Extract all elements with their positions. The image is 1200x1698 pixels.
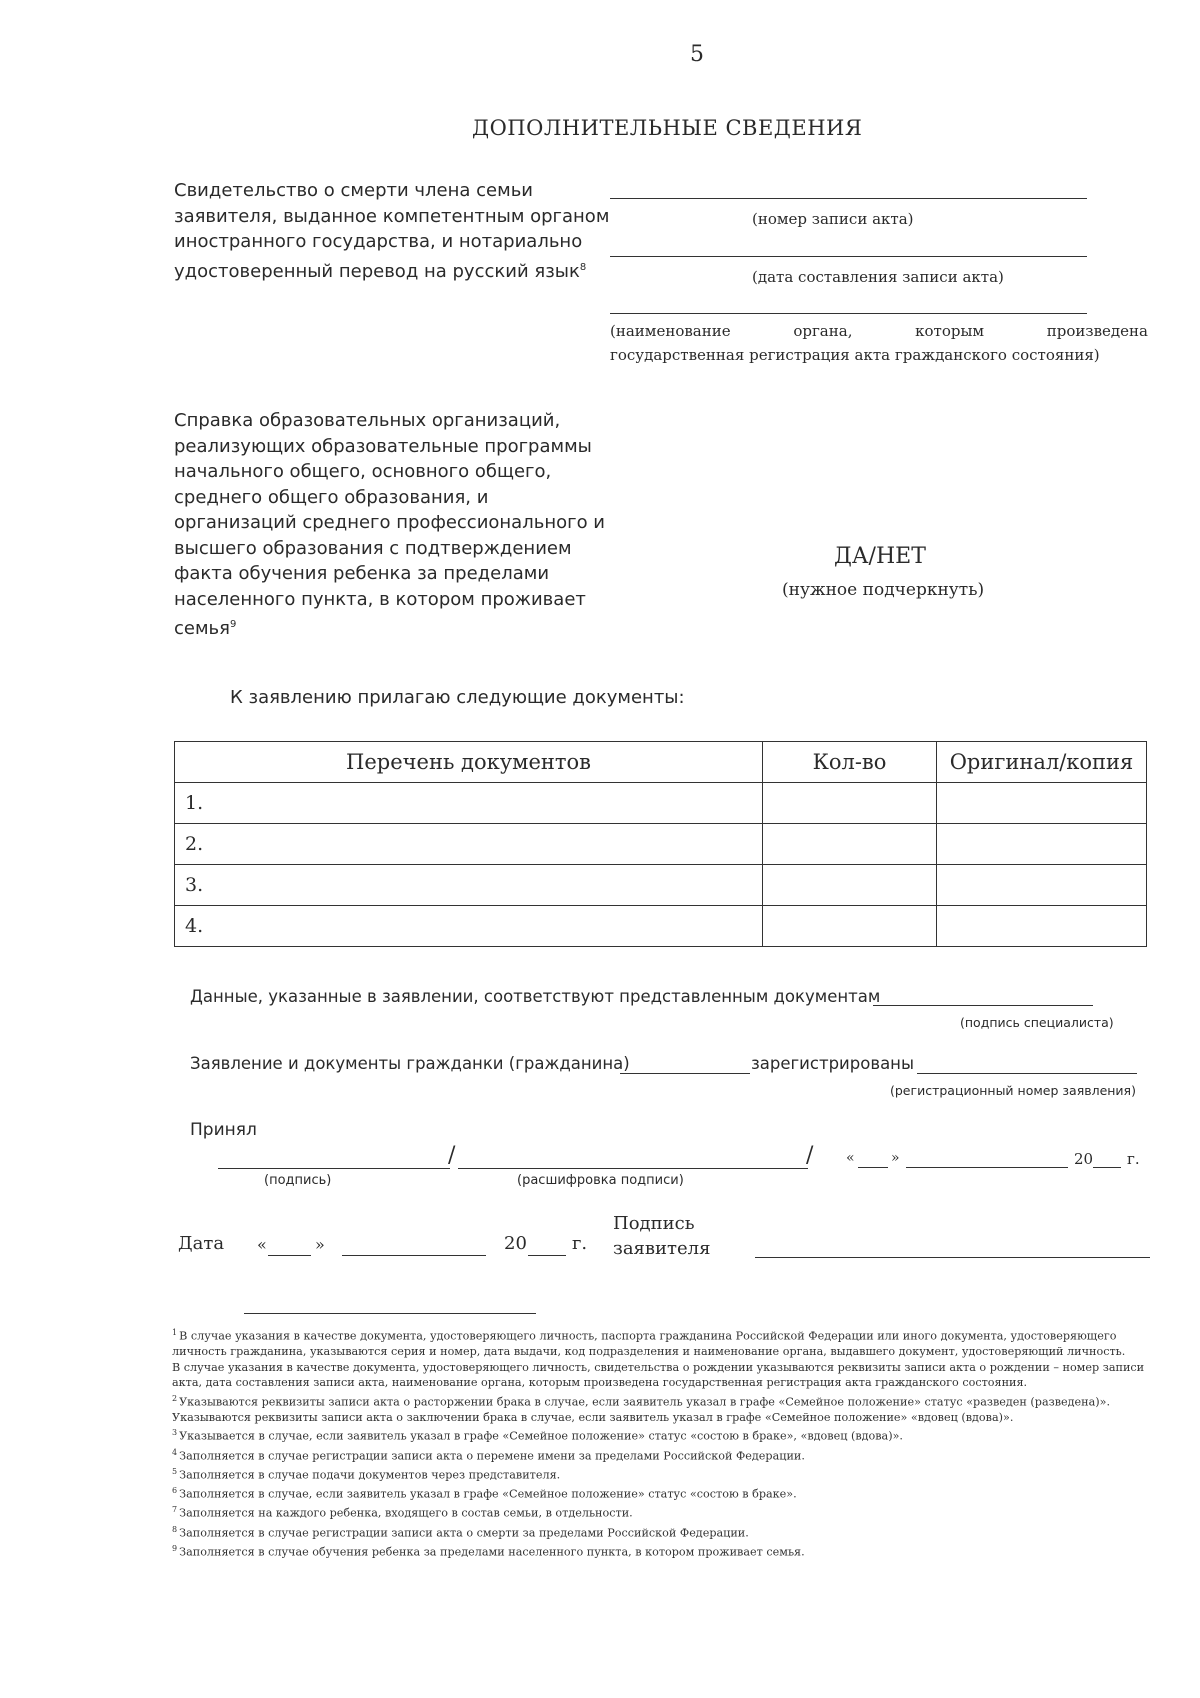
footnote-number: 1: [172, 1328, 178, 1337]
footnote-text: Заполняется в случае обучения ребенка за пределами населенного пункта, в котором проживает семья.: [179, 1545, 805, 1559]
applicant-signature-line[interactable]: [755, 1257, 1150, 1258]
table-row: [175, 865, 1147, 906]
footnote: [172, 1522, 1147, 1541]
footnote: [172, 1541, 1147, 1560]
education-label-line: населенного пункта, в котором проживает: [174, 588, 586, 610]
footnote-ref-8: 8: [579, 261, 587, 273]
education-label-line: Справка образовательных организаций,: [174, 410, 561, 431]
registration-text-before: Заявление и документы гражданки (гражданина): [190, 1054, 630, 1073]
education-label-line: организаций среднего профессионального и: [174, 512, 605, 533]
education-certificate-label: [174, 408, 605, 642]
footnote-text: Заполняется в случае, если заявитель указал в графе «Семейное положение» статус «состою в браке».: [179, 1487, 797, 1501]
death-certificate-label-line: Свидетельство о смерти члена семьи: [174, 180, 533, 201]
quantity-cell[interactable]: [763, 824, 937, 865]
original-copy-cell[interactable]: [937, 824, 1147, 865]
received-signature-line[interactable]: [218, 1168, 450, 1169]
page-title: ДОПОЛНИТЕЛЬНЫЕ СВЕДЕНИЯ: [472, 116, 863, 140]
footnote-separator: [244, 1313, 536, 1314]
footnote-number: 6: [172, 1486, 178, 1496]
footnote-text: Заполняется в случае регистрации записи акта о смерти за пределами Российской Федерации.: [179, 1526, 749, 1540]
received-year-line[interactable]: [1093, 1167, 1121, 1168]
caption-word: произведена: [1046, 322, 1148, 340]
original-copy-cell[interactable]: [937, 906, 1147, 947]
received-day-line[interactable]: [858, 1167, 888, 1168]
applicant-name-line[interactable]: [620, 1073, 750, 1074]
yes-no-answer[interactable]: ДА/НЕТ: [834, 544, 926, 569]
attachments-intro: К заявлению прилагаю следующие документы:: [230, 687, 685, 708]
record-date-caption: (дата составления записи акта): [752, 268, 1004, 286]
column-header-quantity: Кол-во: [763, 742, 937, 783]
applicant-year-prefix: 20: [504, 1233, 527, 1254]
record-number-line[interactable]: [610, 198, 1087, 199]
slash-separator: /: [806, 1143, 814, 1168]
applicant-quote-open: «: [257, 1235, 267, 1254]
document-cell[interactable]: 1.: [175, 783, 763, 824]
footnote-text: В случае указания в качестве документа, удостоверяющего личность, паспорта гражданина Российской Федерации или иного документа, удостоверяющего личность гражданина, указываются серия и номер, дата выдачи, код подразделения и наименование органа, выдавшего документ, удостоверяющий личность.: [172, 1329, 1126, 1359]
footnote: [172, 1502, 1147, 1521]
footnote-number: 4: [172, 1447, 178, 1457]
applicant-signature-label-line: Подпись: [613, 1213, 695, 1234]
document-cell[interactable]: 4.: [175, 906, 763, 947]
caption-word: (наименование: [610, 322, 731, 340]
record-date-line[interactable]: [610, 256, 1087, 257]
education-label-line: факта обучения ребенка за пределами: [174, 563, 550, 584]
footnote: [172, 1360, 1147, 1391]
registration-text-middle: зарегистрированы: [751, 1054, 915, 1073]
footnote-number: 9: [172, 1543, 178, 1553]
applicant-quote-close: »: [315, 1235, 325, 1254]
received-transcript-line[interactable]: [458, 1168, 808, 1169]
slash-separator: /: [448, 1143, 456, 1168]
footnote: [172, 1464, 1147, 1483]
verification-text: Данные, указанные в заявлении, соответствуют представленным документам: [190, 987, 881, 1006]
registration-authority-caption-line2: государственная регистрация акта гражданского состояния): [610, 346, 1100, 364]
death-certificate-label-line: [174, 255, 609, 285]
specialist-signature-caption: (подпись специалиста): [960, 1015, 1114, 1030]
caption-word: органа,: [793, 322, 853, 340]
education-label-line: высшего образования с подтверждением: [174, 537, 572, 559]
applicant-year-suffix: г.: [572, 1233, 588, 1254]
education-label-line: начального общего, основного общего,: [174, 461, 552, 482]
death-certificate-label-line: иностранного государства, и нотариально: [174, 231, 583, 252]
education-label-line: [174, 612, 605, 642]
footnote-number: 8: [172, 1524, 178, 1534]
received-year-suffix: г.: [1127, 1150, 1140, 1168]
footnotes: [172, 1325, 1147, 1560]
quantity-cell[interactable]: [763, 865, 937, 906]
footnote: [172, 1410, 1147, 1426]
footnote-ref-9: 9: [230, 619, 237, 630]
registration-authority-line[interactable]: [610, 313, 1087, 314]
quantity-cell[interactable]: [763, 906, 937, 947]
table-row: [175, 824, 1147, 865]
received-label: Принял: [190, 1120, 257, 1140]
death-certificate-label-line: заявителя, выданное компетентным органом: [174, 205, 610, 227]
footnote: [172, 1483, 1147, 1502]
footnote: [172, 1391, 1147, 1410]
footnote-number: 7: [172, 1505, 178, 1515]
document-cell[interactable]: 2.: [175, 824, 763, 865]
table-header-row: [175, 742, 1147, 783]
registration-number-caption: (регистрационный номер заявления): [890, 1083, 1136, 1098]
quantity-cell[interactable]: [763, 783, 937, 824]
documents-table: [174, 741, 1147, 947]
footnote-text: Заполняется на каждого ребенка, входящего в состав семьи, в отдельности.: [179, 1507, 633, 1521]
document-cell[interactable]: 3.: [175, 865, 763, 906]
death-certificate-label-line-text: удостоверенный перевод на русский язык: [174, 260, 580, 282]
applicant-date-label: Дата: [178, 1233, 225, 1254]
footnote: [172, 1445, 1147, 1464]
footnote-text: Заполняется в случае подачи документов через представителя.: [179, 1468, 561, 1482]
footnote-text: Заполняется в случае регистрации записи акта о перемене имени за пределами Российской Федерации.: [179, 1449, 805, 1463]
received-quote-close: »: [891, 1150, 900, 1166]
original-copy-cell[interactable]: [937, 865, 1147, 906]
footnote-text: Указываются реквизиты записи акта о расторжении брака в случае, если заявитель указал в графе «Семейное положение» статус «разведен (разведена)».: [179, 1395, 1111, 1409]
received-month-line[interactable]: [906, 1167, 1068, 1168]
applicant-day-line[interactable]: [268, 1255, 311, 1256]
footnote-number: 3: [172, 1428, 178, 1438]
caption-word: которым: [915, 322, 985, 340]
applicant-signature-label-line: заявителя: [613, 1238, 711, 1259]
page-number: 5: [690, 42, 704, 67]
registration-authority-caption-line1: [610, 322, 1148, 340]
record-number-caption: (номер записи акта): [752, 210, 914, 228]
footnote: [172, 1425, 1147, 1444]
footnote: [172, 1325, 1147, 1360]
received-year-prefix: 20: [1074, 1150, 1094, 1168]
column-header-documents: Перечень документов: [175, 742, 763, 783]
education-label-line: реализующих образовательные программы: [174, 435, 592, 457]
applicant-year-line[interactable]: [528, 1255, 566, 1256]
footnote-number: 5: [172, 1466, 178, 1476]
applicant-signature-label: [613, 1211, 710, 1261]
yes-no-hint: (нужное подчеркнуть): [782, 580, 985, 600]
original-copy-cell[interactable]: [937, 783, 1147, 824]
footnote-number: 2: [172, 1393, 178, 1403]
footnote-text: Указываются реквизиты записи акта о заключении брака в случае, если заявитель указал в графе «Семейное положение» «вдовец (вдова)».: [172, 1410, 1014, 1424]
applicant-month-line[interactable]: [342, 1255, 486, 1256]
specialist-signature-line[interactable]: [873, 1005, 1093, 1006]
received-signature-caption: (подпись): [264, 1173, 332, 1188]
education-label-line-text: семья: [174, 618, 230, 639]
death-certificate-label: [174, 178, 609, 284]
footnote-text: Указывается в случае, если заявитель указал в графе «Семейное положение» статус «состою в браке», «вдовец (вдова)».: [179, 1430, 903, 1444]
received-quote-open: «: [846, 1150, 855, 1166]
table-row: [175, 783, 1147, 824]
footnote-text: В случае указания в качестве документа, удостоверяющего личность, свидетельства о рождении указываются реквизиты записи акта о рождении – номер записи акта, дата составления записи акта, наименование органа, которым произведена государственная регистрация акта гражданского состояния.: [172, 1360, 1145, 1390]
table-row: [175, 906, 1147, 947]
registration-number-line[interactable]: [917, 1073, 1137, 1074]
education-label-line: среднего общего образования, и: [174, 486, 489, 508]
received-transcript-caption: (расшифровка подписи): [517, 1173, 684, 1188]
column-header-original-copy: Оригинал/копия: [937, 742, 1147, 783]
